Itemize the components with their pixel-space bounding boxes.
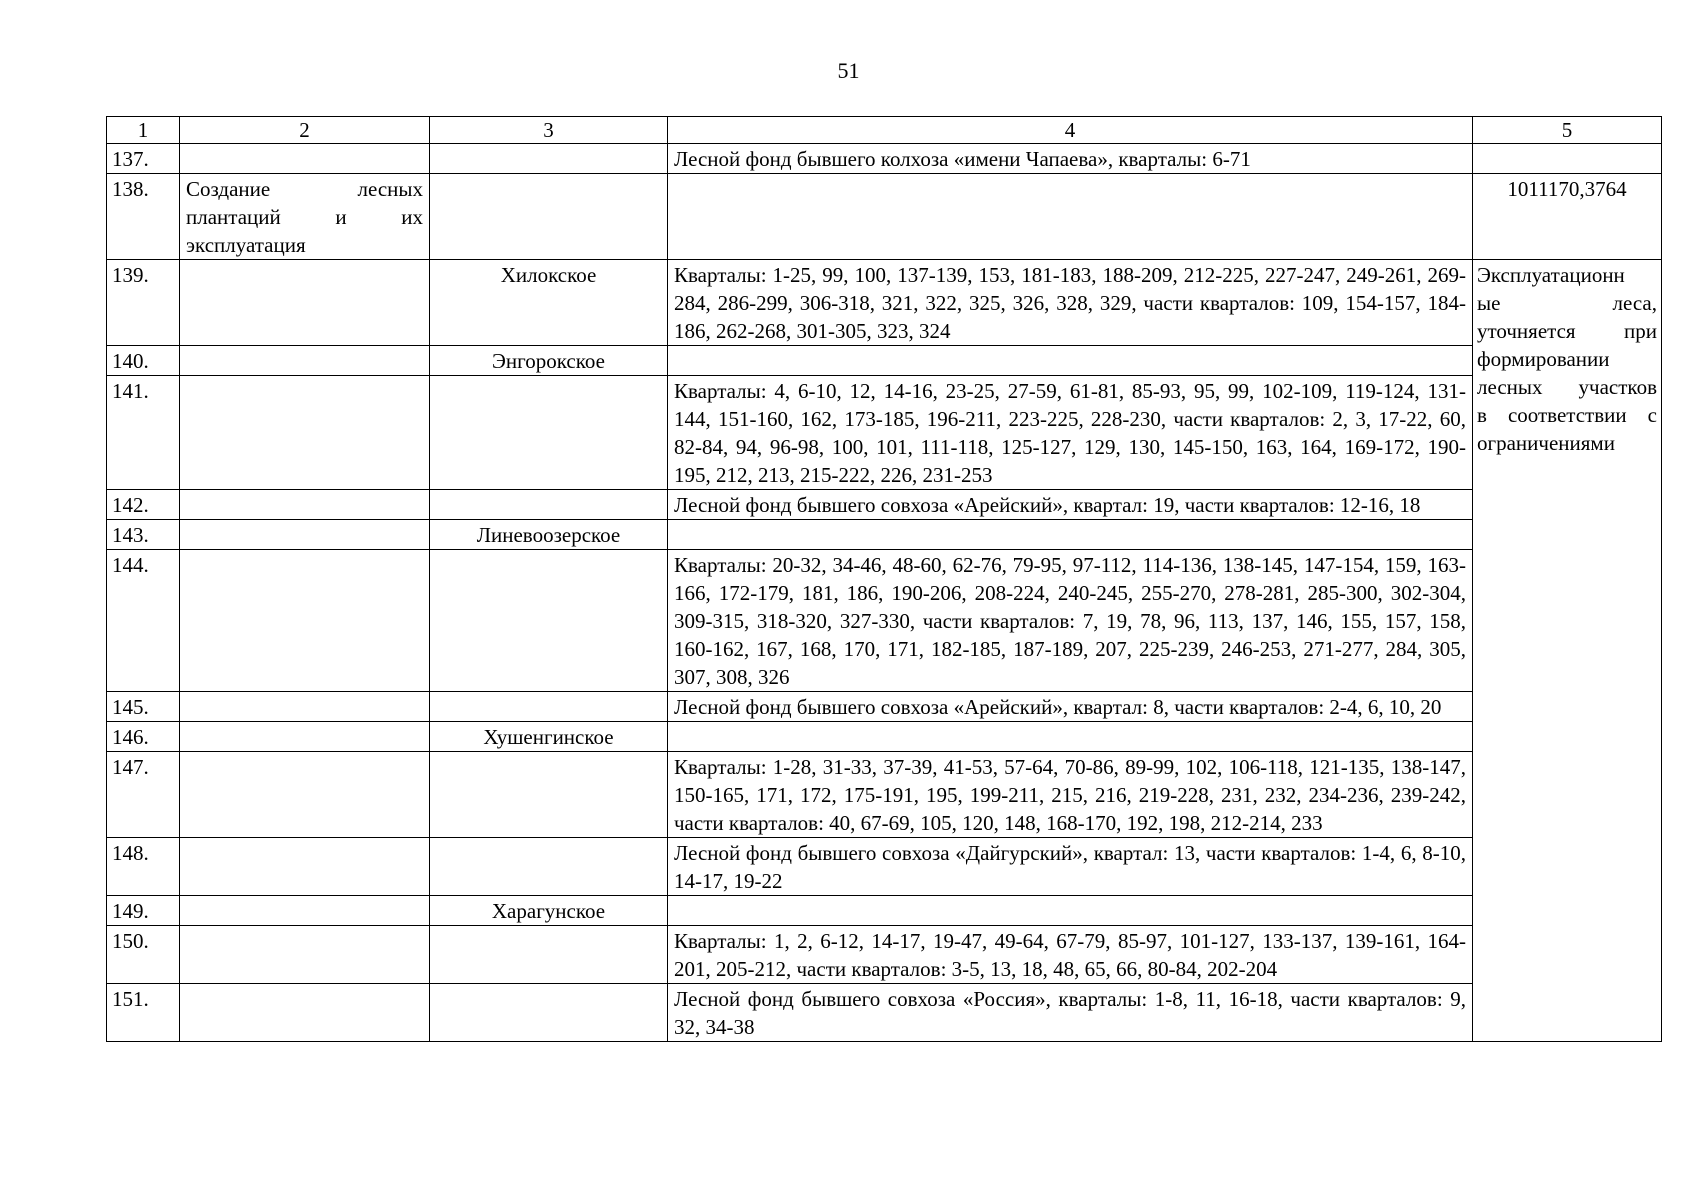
description-cell [668, 520, 1473, 550]
description-cell: Кварталы: 1, 2, 6-12, 14-17, 19-47, 49-64, 67-79, 85-97, 101-127, 133-137, 139-161, 164-201, 205-212, части кварталов: 3-5, 13, 18, 48, 65, 66, 80-84, 202-204 [668, 926, 1473, 984]
forestry-cell [430, 752, 668, 838]
table-row [107, 260, 1662, 346]
note-line: формировании [1477, 347, 1610, 371]
activity-cell [180, 838, 430, 896]
row-number: 137. [107, 144, 180, 174]
forestry-cell: Линевоозерское [430, 520, 668, 550]
table-row [107, 984, 1662, 1042]
note-line: Эксплуатационн [1477, 263, 1625, 287]
description-cell: Лесной фонд бывшего совхоза «Россия», кварталы: 1-8, 11, 16-18, части кварталов: 9, 32, 34-38 [668, 984, 1473, 1042]
activity-cell [180, 260, 430, 346]
note-line: лесных участков [1477, 375, 1657, 399]
description-cell: Лесной фонд бывшего колхоза «имени Чапаева», кварталы: 6-71 [668, 144, 1473, 174]
activity-cell [180, 144, 430, 174]
forestry-cell: Харагунское [430, 896, 668, 926]
activity-line: плантаций и их [186, 205, 423, 229]
column-header-2: 2 [180, 117, 430, 144]
column-header-5: 5 [1473, 117, 1662, 144]
description-cell: Лесной фонд бывшего совхоза «Арейский», квартал: 8, части кварталов: 2-4, 6, 10, 20 [668, 692, 1473, 722]
table-row [107, 722, 1662, 752]
note-line: ые леса, [1477, 291, 1657, 315]
row-number: 150. [107, 926, 180, 984]
note-line: уточняется при [1477, 319, 1657, 343]
row-number: 147. [107, 752, 180, 838]
activity-cell [180, 550, 430, 692]
row-number: 139. [107, 260, 180, 346]
table-row [107, 144, 1662, 174]
description-cell: Кварталы: 20-32, 34-46, 48-60, 62-76, 79-95, 97-112, 114-136, 138-145, 147-154, 159, 163-166, 172-179, 181, 186, 190-206, 208-224, 240-245, 255-270, 278-281, 285-300, 302-304, 309-315, 318-320, 327-330, части кварталов: 7, 19, 78, 96, 113, 137, 146, 155, 157, 158, 160-162, 167, 168, 170, 171, 182-185, 187-189, 207, 225-239, 246-253, 271-277, 284, 305, 307, 308, 326 [668, 550, 1473, 692]
table-row [107, 752, 1662, 838]
note-cell [1473, 144, 1662, 174]
column-number-header-row [107, 117, 1662, 144]
row-number: 148. [107, 838, 180, 896]
description-cell [668, 346, 1473, 376]
row-number: 149. [107, 896, 180, 926]
row-number: 146. [107, 722, 180, 752]
merged-note-cell [1473, 260, 1662, 1042]
table-row [107, 346, 1662, 376]
forestry-cell [430, 144, 668, 174]
table-row [107, 896, 1662, 926]
area-value-cell: 1011170,3764 [1473, 174, 1662, 260]
description-cell [668, 174, 1473, 260]
activity-cell [180, 722, 430, 752]
column-header-3: 3 [430, 117, 668, 144]
activity-cell [180, 520, 430, 550]
forestry-cell [430, 376, 668, 490]
table-row [107, 376, 1662, 490]
table-row [107, 550, 1662, 692]
table-row [107, 926, 1662, 984]
table-row [107, 838, 1662, 896]
forestry-cell [430, 692, 668, 722]
forestry-cell: Энгорокское [430, 346, 668, 376]
table-row [107, 692, 1662, 722]
activity-cell [180, 346, 430, 376]
row-number: 143. [107, 520, 180, 550]
row-number: 151. [107, 984, 180, 1042]
activity-cell [180, 984, 430, 1042]
activity-line: Создание лесных [186, 177, 423, 201]
activity-cell [180, 174, 430, 260]
activity-line: эксплуатация [186, 233, 306, 257]
row-number: 142. [107, 490, 180, 520]
column-header-1: 1 [107, 117, 180, 144]
forestry-cell [430, 490, 668, 520]
row-number: 140. [107, 346, 180, 376]
activity-cell [180, 376, 430, 490]
forest-plantations-table [106, 116, 1662, 1042]
forestry-cell: Хилокское [430, 260, 668, 346]
column-header-4: 4 [668, 117, 1473, 144]
description-cell: Лесной фонд бывшего совхоза «Дайгурский», квартал: 13, части кварталов: 1-4, 6, 8-10, 14-17, 19-22 [668, 838, 1473, 896]
description-cell [668, 896, 1473, 926]
description-cell: Кварталы: 4, 6-10, 12, 14-16, 23-25, 27-59, 61-81, 85-93, 95, 99, 102-109, 119-124, 131-144, 151-160, 162, 173-185, 196-211, 223-225, 228-230, части кварталов: 2, 3, 17-22, 60, 82-84, 94, 96-98, 100, 101, 111-118, 125-127, 129, 130, 145-150, 163, 164, 169-172, 190-195, 212, 213, 215-222, 226, 231-253 [668, 376, 1473, 490]
activity-cell [180, 692, 430, 722]
activity-cell [180, 490, 430, 520]
row-number: 141. [107, 376, 180, 490]
description-cell: Лесной фонд бывшего совхоза «Арейский», квартал: 19, части кварталов: 12-16, 18 [668, 490, 1473, 520]
activity-cell [180, 752, 430, 838]
table-row [107, 174, 1662, 260]
forestry-cell [430, 838, 668, 896]
forestry-cell [430, 926, 668, 984]
page-number: 51 [837, 58, 860, 83]
forestry-cell [430, 174, 668, 260]
description-cell: Кварталы: 1-25, 99, 100, 137-139, 153, 181-183, 188-209, 212-225, 227-247, 249-261, 269-284, 286-299, 306-318, 321, 322, 325, 326, 328, 329, части кварталов: 109, 154-157, 184-186, 262-268, 301-305, 323, 324 [668, 260, 1473, 346]
activity-cell [180, 896, 430, 926]
description-cell: Кварталы: 1-28, 31-33, 37-39, 41-53, 57-64, 70-86, 89-99, 102, 106-118, 121-135, 138-147, 150-165, 171, 172, 175-191, 195, 199-211, 215, 216, 219-228, 231, 232, 234-236, 239-242, части кварталов: 40, 67-69, 105, 120, 148, 168-170, 192, 198, 212-214, 233 [668, 752, 1473, 838]
description-cell [668, 722, 1473, 752]
table-row [107, 520, 1662, 550]
row-number: 145. [107, 692, 180, 722]
row-number: 138. [107, 174, 180, 260]
activity-cell [180, 926, 430, 984]
note-line: ограничениями [1477, 431, 1615, 455]
forestry-cell [430, 984, 668, 1042]
row-number: 144. [107, 550, 180, 692]
forestry-cell: Хушенгинское [430, 722, 668, 752]
forestry-cell [430, 550, 668, 692]
table-row [107, 490, 1662, 520]
note-line: в соответствии с [1477, 403, 1657, 427]
